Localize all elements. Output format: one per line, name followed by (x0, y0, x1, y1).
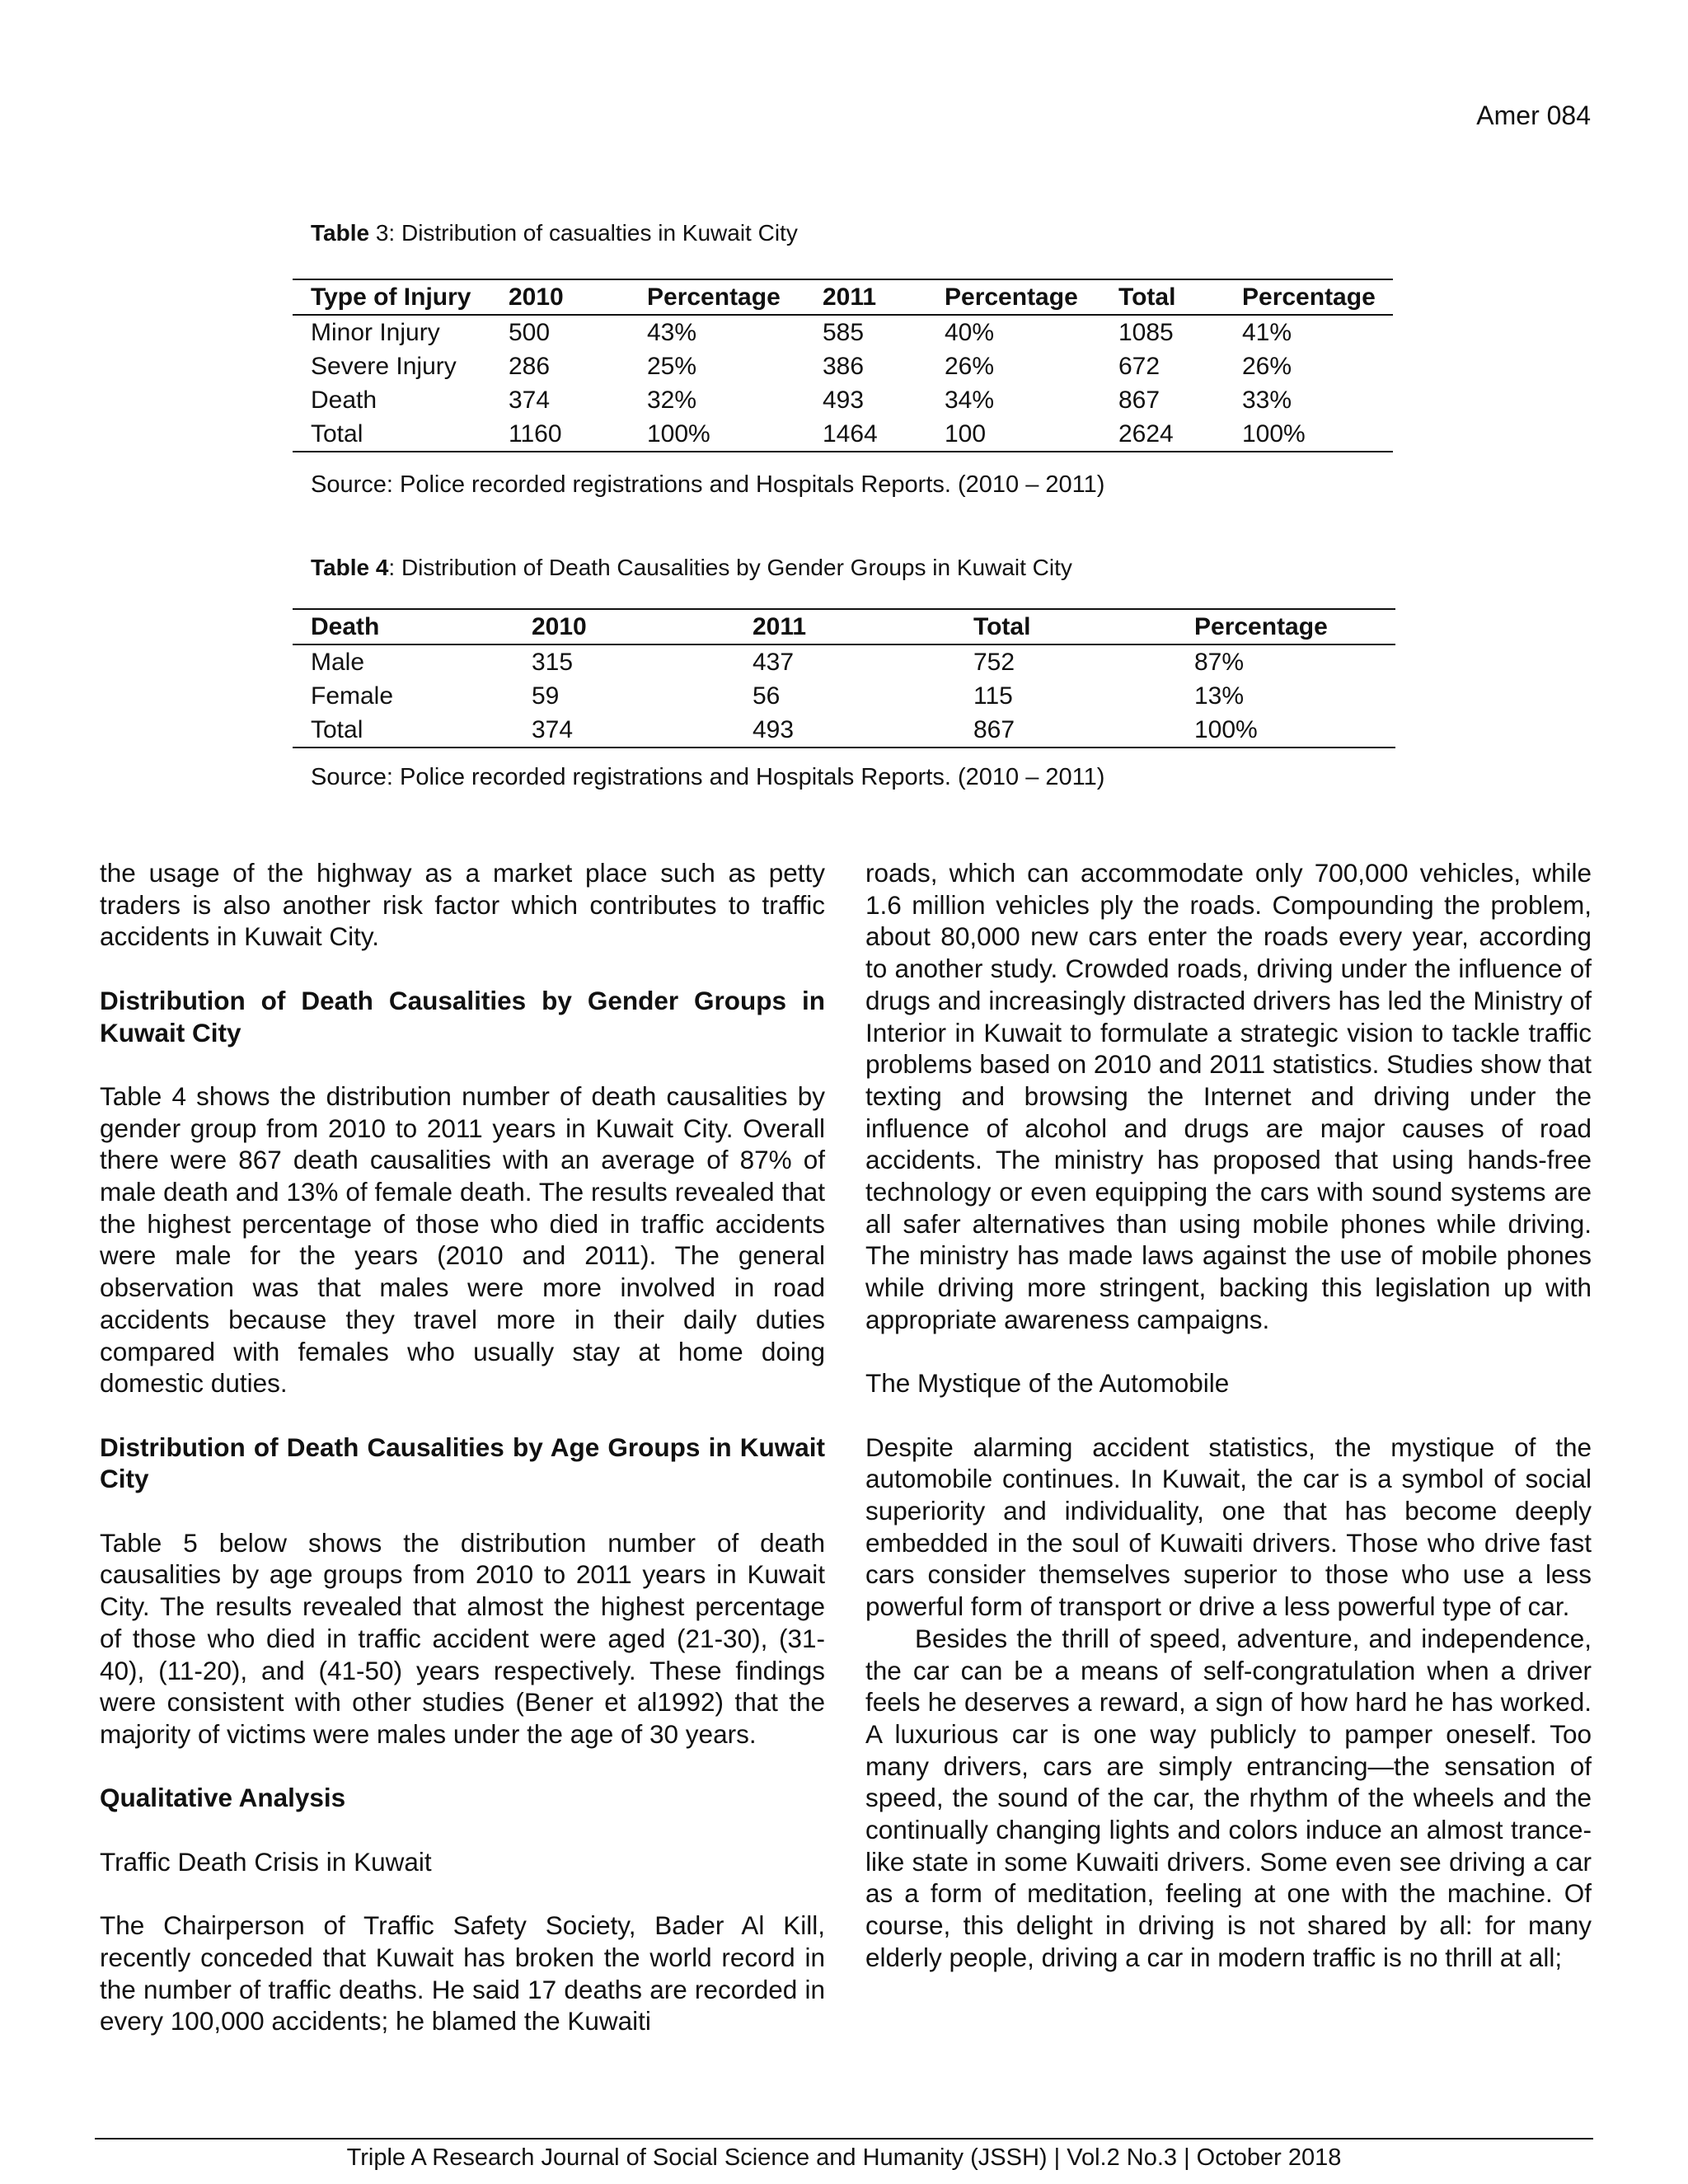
table3-col-header: Type of Injury (293, 279, 490, 315)
right-column (865, 857, 1592, 1974)
table-cell: 500 (509, 319, 551, 346)
page-label: Amer 084 (1476, 101, 1591, 130)
table-cell: 26% (1242, 353, 1292, 380)
table3 (293, 279, 1393, 452)
table-cell: Death (311, 387, 377, 414)
body-paragraph: the usage of the highway as a market place such as petty traders is also another risk factor which contributes to traffic accidents in Kuwait City. (100, 858, 825, 952)
section-heading-gender: Distribution of Death Causalities by Gender Groups in Kuwait City (100, 985, 825, 1047)
table-cell: 43% (647, 319, 697, 346)
table-cell: 867 (955, 713, 1176, 748)
table3-col-header: 2010 (490, 279, 629, 315)
table-cell: 32% (647, 387, 697, 414)
table-cell: 25% (647, 353, 697, 380)
table-cell: 1464 (804, 417, 926, 452)
table3-caption (311, 218, 798, 248)
table-cell: 34% (945, 387, 995, 414)
table3-caption-text: 3: Distribution of casualties in Kuwait City (369, 220, 798, 246)
table4-col-header: Percentage (1176, 609, 1395, 644)
table3-source: Source: Police recorded registrations and Hospitals Reports. (2010 – 2011) (311, 471, 1105, 498)
table-cell: Male (311, 649, 365, 676)
table-cell: 1085 (1118, 319, 1174, 346)
table-cell: 752 (973, 649, 1015, 676)
body-paragraph: The Chairperson of Traffic Safety Society, Bader Al Kill, recently conceded that Kuwait has broken the world record in the number of traffic deaths. He said 17 deaths are recorded in every 100,000 accidents; he blamed the Kuwaiti (100, 1910, 825, 2036)
table-cell: Severe Injury (311, 353, 457, 380)
table4-col-header: Total (955, 609, 1176, 644)
table-cell: 87% (1194, 649, 1245, 676)
table-cell: 437 (753, 649, 795, 676)
subheading-mystique: The Mystique of the Automobile (865, 1368, 1230, 1399)
table-cell: 13% (1194, 682, 1245, 710)
journal-footer: Triple A Research Journal of Social Science and Humanity (JSSH) | Vol.2 No.3 | October 2018 (346, 2144, 1342, 2171)
table-row (293, 349, 1393, 383)
table3-col-header: Percentage (1224, 279, 1393, 315)
table-row (293, 713, 1395, 748)
table-cell: 585 (823, 319, 865, 346)
subheading-traffic-death: Traffic Death Crisis in Kuwait (100, 1846, 432, 1877)
table-cell: 115 (973, 682, 1013, 710)
body-paragraph: Table 5 below shows the distribution number of death causalities by age groups from 2010 to 2011 years in Kuwait City. The results revealed that almost the highest percentage of those who died in traffic accident were aged (21-30), (31-40), (11-20), and (41-50) years respectively. These findings were consistent with other studies (Bener et al1992) that the majority of victims were males under the age of 30 years. (100, 1527, 825, 1749)
table3-col-header: 2011 (804, 279, 926, 315)
table-row (293, 644, 1395, 679)
body-paragraph: Table 4 shows the distribution number of death causalities by gender group from 2010 to 2011 years in Kuwait City. Overall there were 867 death causalities with an average of 87% of male death and 13% of female death. The results revealed that the highest percentage of those who died in traffic accidents were male for the years (2010 and 2011). The general observation was that males were more involved in road accidents because they travel more in their daily duties compared with females who usually stay at home doing domestic duties. (100, 1080, 825, 1399)
table-cell: 26% (945, 353, 995, 380)
table4-caption (311, 553, 1072, 583)
table4-col-header: 2010 (513, 609, 734, 644)
section-heading-qualitative: Qualitative Analysis (100, 1783, 346, 1813)
body-paragraph: Despite alarming accident statistics, the mystique of the automobile continues. In Kuwait, the car is a symbol of social superiority and individuality, one that has become deeply embedded in the soul of Kuwaiti drivers. Those who drive fast cars consider themselves superior to those who use a less powerful form of transport or drive a less powerful type of car. (865, 1432, 1592, 1622)
table3-caption-bold: Table (311, 220, 370, 246)
table-row (293, 315, 1393, 349)
table-cell: 493 (823, 387, 865, 414)
table3-col-header: Percentage (629, 279, 804, 315)
table-row (293, 417, 1393, 452)
table4-caption-text: : Distribution of Death Causalities by Gender Groups in Kuwait City (388, 555, 1072, 580)
table-cell: 56 (753, 682, 781, 710)
table4-col-header: 2011 (734, 609, 955, 644)
body-paragraph: roads, which can accommodate only 700,000 vehicles, while 1.6 million vehicles ply the roads. Compounding the problem, about 80,000 new cars enter the roads every year, according to another study. Crowded roads, driving under the influence of drugs and increasingly distracted drivers has led the Ministry of Interior in Kuwait to formulate a strategic vision to tackle traffic problems based on 2010 and 2011 statistics. Studies show that texting and browsing the Internet and driving under the influence of alcohol and drugs are major causes of road accidents. The ministry has proposed that using hands-free technology or even equipping the cars with sound systems are all safer alternatives than using mobile phones while driving. The ministry has made laws against the use of mobile phones while driving more stringent, backing this legislation up with appropriate awareness campaigns. (865, 858, 1592, 1334)
table4-col-header: Death (293, 609, 513, 644)
table-cell: 374 (509, 387, 551, 414)
table-cell: Total (293, 713, 513, 748)
table4 (293, 608, 1395, 748)
table-cell: 100 (926, 417, 1100, 452)
table-cell: 672 (1118, 353, 1160, 380)
table-cell: 33% (1242, 387, 1292, 414)
table4-source: Source: Police recorded registrations and Hospitals Reports. (2010 – 2011) (311, 764, 1105, 790)
table-cell: 374 (513, 713, 734, 748)
section-heading-age: Distribution of Death Causalities by Age Groups in Kuwait City (100, 1432, 825, 1494)
table-cell: 1160 (490, 417, 629, 452)
table4-caption-bold: Table 4 (311, 555, 389, 580)
table-row (293, 383, 1393, 417)
table-cell: 100% (1176, 713, 1395, 748)
table4-header-row (293, 609, 1395, 644)
table3-col-header: Percentage (926, 279, 1100, 315)
table3-col-header: Total (1100, 279, 1224, 315)
table-row (293, 679, 1395, 713)
table-cell: 100% (1224, 417, 1393, 452)
table-cell: Minor Injury (311, 319, 440, 346)
table-cell: 386 (823, 353, 865, 380)
table-cell: 493 (734, 713, 955, 748)
table-cell: 867 (1118, 387, 1160, 414)
table-cell: 315 (532, 649, 574, 676)
table-cell: 100% (629, 417, 804, 452)
table-cell: 40% (945, 319, 995, 346)
table-cell: 2624 (1100, 417, 1224, 452)
table-cell: Total (293, 417, 490, 452)
body-paragraph: Besides the thrill of speed, adventure, and independence, the car can be a means of self-congratulation when a driver feels he deserves a reward, a sign of how hard he has worked. A luxurious car is one way publicly to pamper oneself. Too many drivers, cars are simply entrancing—the sensation of speed, the sound of the car, the rhythm of the wheels and the continually changing lights and colors induce an almost trance-like state in some Kuwaiti drivers. Some even see driving a car as a form of meditation, feeling at one with the machine. Of course, this delight in driving is not shared by all: for many elderly people, driving a car in modern traffic is no thrill at all; (865, 1623, 1592, 1972)
table-cell: 59 (532, 682, 560, 710)
table-cell: 41% (1242, 319, 1292, 346)
table-cell: 286 (509, 353, 551, 380)
table3-header-row (293, 279, 1393, 315)
footer-rule (95, 2138, 1593, 2139)
table-cell: Female (311, 682, 394, 710)
left-column (100, 857, 825, 2037)
